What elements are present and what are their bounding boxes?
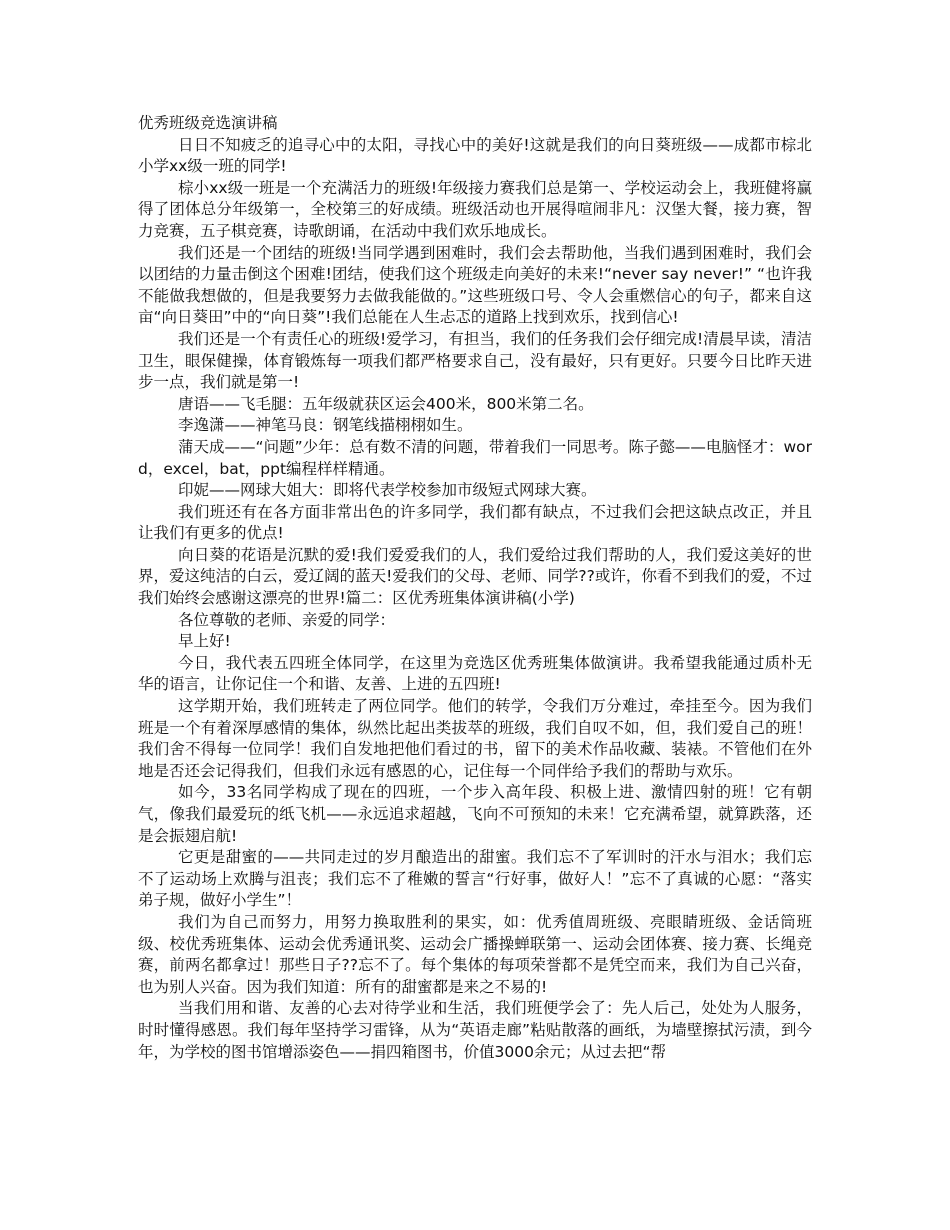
paragraph: 我们为自己而努力，用努力换取胜利的果实，如：优秀值周班级、亮眼睛班级、金话筒班级、校优秀班集体、运动会优秀通讯奖、运动会广播操蝉联第一、运动会团体赛、接力赛、长绳竞赛，前两名都拿过！那些日子??忘不了。每个集体的每项荣誉都不是凭空而来，我们为自己兴奋，也为别人兴奋。因为我们知道：所有的甜蜜都是来之不易的! [138,912,812,996]
paragraph: 这学期开始，我们班转走了两位同学。他们的转学，令我们万分难过，牵挂至今。因为我们班是一个有着深厚感情的集体，纵然比起出类拔萃的班级，我们自叹不如，但，我们爱自己的班！我们舍不得每一位同学！我们自发地把他们看过的书，留下的美术作品收藏、装裱。不管他们在外地是否还会记得我们，但我们永远有感恩的心，记住每一个同伴给予我们的帮助与欢乐。 [138,697,812,780]
document-title: 优秀班级竞选演讲稿 [138,114,278,132]
paragraph: 我们还是一个团结的班级!当同学遇到困难时，我们会去帮助他，当我们遇到困难时，我们会以团结的力量击倒这个困难!团结，使我们这个班级走向美好的未来!“never say never!” “也许我不能做我想做的，但是我要努力去做我能做的。”这些班级口号、令人会重燃信心的句子，都来自这亩“向日葵田”中的“向日葵”!我们总能在人生忐忑的道路上找到欢乐，找到信心! [138,243,812,327]
paragraph: 我们还是一个有责任心的班级!爱学习，有担当，我们的任务我们会仔细完成!清晨早读，清洁卫生，眼保健操，体育锻炼每一项我们都严格要求自己，没有最好，只有更好。只要今日比昨天进步一点，我们就是第一! [138,329,812,392]
paragraph: 棕小xx级一班是一个充满活力的班级!年级接力赛我们总是第一、学校运动会上，我班健将赢得了团体总分年级第一，全校第三的好成绩。班级活动也开展得喧闹非凡：汉堡大餐，接力赛，智力竞赛，五子棋竞赛，诗歌朗诵，在活动中我们欢乐地成长。 [138,178,812,240]
paragraph: 蒲天成——“问题”少年：总有数不清的问题，带着我们一同思考。陈子懿——电脑怪才：word，excel，bat，ppt编程样样精通。 [138,437,812,478]
paragraph: 印妮——网球大姐大：即将代表学校参加市级短式网球大赛。 [178,481,597,500]
paragraph: 日日不知疲乏的追寻心中的太阳，寻找心中的美好!这就是我们的向日葵班级——成都市棕北小学xx级一班的同学! [138,135,812,176]
document-body [138,113,812,1063]
paragraph: 向日葵的花语是沉默的爱!我们爱爱我们的人，我们爱给过我们帮助的人，我们爱这美好的世界，爱这纯洁的白云，爱辽阔的蓝天!爱我们的父母、老师、同学??或许，你看不到我们的爱，不过我们始终会感谢这漂亮的世界!篇二：区优秀班集体演讲稿(小学) [138,545,812,608]
paragraph: 李逸潇——神笔马良：钢笔线描栩栩如生。 [178,416,473,435]
paragraph: 唐语——飞毛腿：五年级就获区运会400米，800米第二名。 [178,394,594,413]
paragraph: 各位尊敬的老师、亲爱的同学： [178,610,396,629]
paragraph: 如今，33名同学构成了现在的四班，一个步入高年段、积极上进、激情四射的班！它有朝气，像我们最爱玩的纸飞机——永远追求超越，飞向不可预知的未来！它充满希望，就算跌落，还是会振翅启航! [138,783,812,845]
paragraph: 早上好! [178,632,231,651]
paragraph: 今日，我代表五四班全体同学，在这里为竞选区优秀班集体做演讲。我希望我能通过质朴无华的语言，让你记住一个和谐、友善、上进的五四班! [138,653,812,694]
paragraph: 当我们用和谐、友善的心去对待学业和生活，我们班便学会了：先人后己，处处为人服务，时时懂得感恩。我们每年坚持学习雷锋，从为“英语走廊”粘贴散落的画纸，为墙壁擦拭污渍，到今年，为学校的图书馆增添姿色——捐四箱图书，价值3000余元；从过去把“帮 [138,999,812,1061]
paragraph: 我们班还有在各方面非常出色的许多同学，我们都有缺点，不过我们会把这缺点改正，并且让我们有更多的优点! [138,502,812,543]
paragraph: 它更是甜蜜的——共同走过的岁月酿造出的甜蜜。我们忘不了军训时的汗水与泪水；我们忘不了运动场上欢腾与沮丧；我们忘不了稚嫩的誓言“行好事，做好人！”忘不了真诚的心愿：“落实弟子规，做好小学生”！ [138,848,812,910]
